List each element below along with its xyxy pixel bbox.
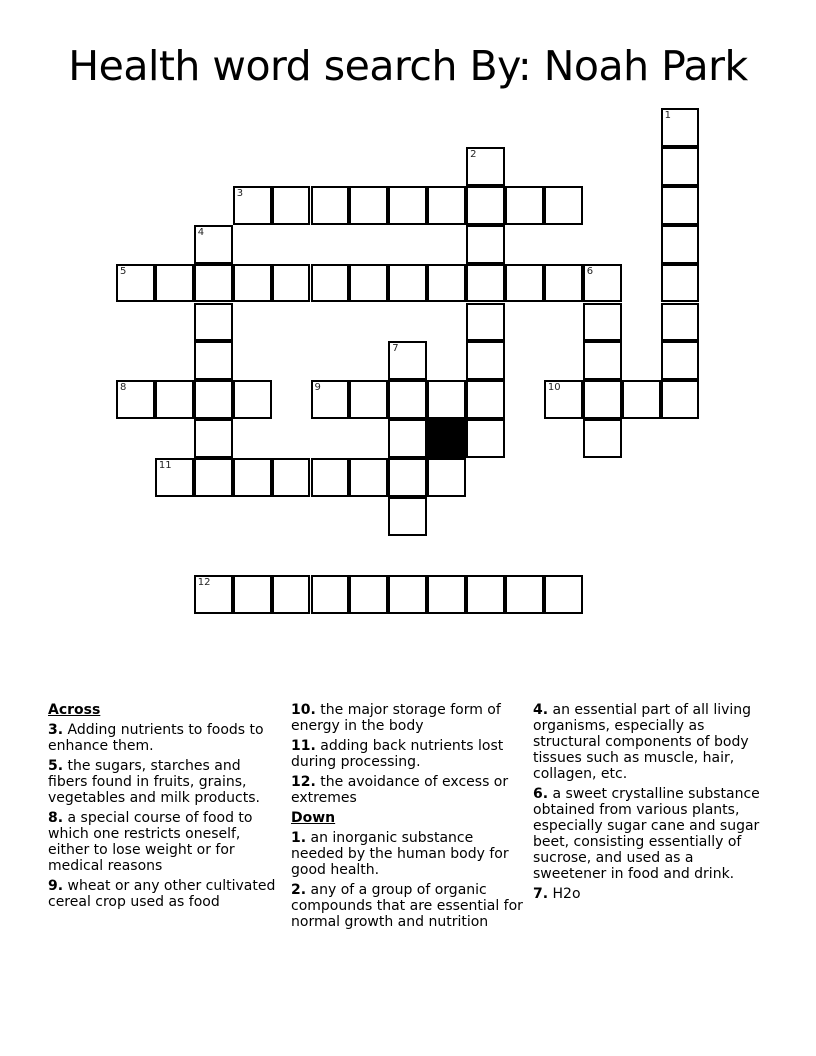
grid-cell[interactable] xyxy=(233,264,272,303)
clue-across-8 xyxy=(48,810,284,874)
clue-text: wheat or any other cultivated cereal crop used as food xyxy=(48,878,276,910)
grid-cell[interactable] xyxy=(661,108,700,147)
grid-cell[interactable] xyxy=(194,225,233,264)
grid-cell[interactable] xyxy=(661,341,700,380)
clue-text: the major storage form of energy in the body xyxy=(291,702,501,734)
clue-down-7 xyxy=(533,886,769,902)
grid-cell[interactable] xyxy=(272,264,311,303)
grid-cell[interactable] xyxy=(466,264,505,303)
grid-cell[interactable] xyxy=(505,186,544,225)
clue-across-10 xyxy=(291,702,527,734)
cell-number: 5 xyxy=(120,265,127,277)
grid-cell[interactable] xyxy=(388,458,427,497)
grid-cell[interactable] xyxy=(272,458,311,497)
clue-number: 9. xyxy=(48,878,64,894)
grid-cell[interactable] xyxy=(349,575,388,614)
grid-cell[interactable] xyxy=(349,186,388,225)
clue-down-2 xyxy=(291,882,527,930)
grid-cell[interactable] xyxy=(349,380,388,419)
grid-cell[interactable] xyxy=(388,341,427,380)
grid-cell[interactable] xyxy=(349,264,388,303)
grid-cell[interactable] xyxy=(661,380,700,419)
grid-cell[interactable] xyxy=(583,419,622,458)
grid-cell[interactable] xyxy=(427,380,466,419)
grid-cell[interactable] xyxy=(544,575,583,614)
grid-cell[interactable] xyxy=(427,575,466,614)
clue-text: H2o xyxy=(552,886,581,902)
clue-text: an inorganic substance needed by the human body for good health. xyxy=(291,830,509,878)
grid-cell[interactable] xyxy=(583,380,622,419)
grid-cell[interactable] xyxy=(311,186,350,225)
grid-cell[interactable] xyxy=(116,380,155,419)
clue-text: any of a group of organic compounds that are essential for normal growth and nutrition xyxy=(291,882,523,930)
clues-column-1 xyxy=(48,702,284,914)
grid-cell[interactable] xyxy=(388,264,427,303)
black-cell xyxy=(427,419,466,458)
page-title: Health word search By: Noah Park xyxy=(68,42,748,90)
cell-number: 4 xyxy=(197,226,205,238)
grid-cell[interactable] xyxy=(466,186,505,225)
grid-cell[interactable] xyxy=(388,419,427,458)
clue-text: adding back nutrients lost during processing. xyxy=(291,738,504,770)
grid-cell[interactable] xyxy=(155,264,194,303)
grid-cell[interactable] xyxy=(272,186,311,225)
cell-number: 10 xyxy=(547,382,561,394)
grid-cell[interactable] xyxy=(466,225,505,264)
grid-cell[interactable] xyxy=(427,458,466,497)
grid-cell[interactable] xyxy=(661,225,700,264)
grid-cell[interactable] xyxy=(466,575,505,614)
clue-number: 8. xyxy=(48,810,64,826)
grid-cell[interactable] xyxy=(194,458,233,497)
cell-number: 9 xyxy=(314,382,321,394)
clue-text: the avoidance of excess or extremes xyxy=(291,774,509,806)
grid-cell[interactable] xyxy=(661,303,700,342)
cell-number: 12 xyxy=(197,576,211,588)
grid-cell[interactable] xyxy=(116,264,155,303)
clue-text: a special course of food to which one restricts oneself, either to lose weight or for medical reasons xyxy=(48,810,253,874)
clue-number: 3. xyxy=(48,722,64,738)
grid-cell[interactable] xyxy=(233,380,272,419)
grid-cell[interactable] xyxy=(194,419,233,458)
grid-cell[interactable] xyxy=(583,303,622,342)
grid-cell[interactable] xyxy=(466,380,505,419)
clue-across-3 xyxy=(48,722,284,754)
across-heading: Across xyxy=(48,702,101,718)
clues-column-3 xyxy=(533,702,769,906)
grid-cell[interactable] xyxy=(661,147,700,186)
grid-cell[interactable] xyxy=(505,575,544,614)
grid-cell[interactable] xyxy=(233,186,272,225)
grid-cell[interactable] xyxy=(427,186,466,225)
clue-number: 4. xyxy=(533,702,549,718)
clue-number: 2. xyxy=(291,882,307,898)
grid-cell[interactable] xyxy=(311,458,350,497)
grid-cell[interactable] xyxy=(583,341,622,380)
clue-text: a sweet crystalline substance obtained from various plants, especially sugar cane and sugar beet, consisting essentially of sucrose, and used as a sweetener in food and drink. xyxy=(533,786,760,882)
clue-down-1 xyxy=(291,830,527,878)
grid-cell[interactable] xyxy=(544,186,583,225)
grid-cell[interactable] xyxy=(311,264,350,303)
grid-cell[interactable] xyxy=(466,147,505,186)
grid-cell[interactable] xyxy=(388,186,427,225)
grid-cell[interactable] xyxy=(233,575,272,614)
grid-cell[interactable] xyxy=(466,341,505,380)
down-heading: Down xyxy=(291,810,336,826)
grid-cell[interactable] xyxy=(544,264,583,303)
grid-cell[interactable] xyxy=(194,575,233,614)
grid-cell[interactable] xyxy=(661,186,700,225)
grid-cell[interactable] xyxy=(194,380,233,419)
clue-text: Adding nutrients to foods to enhance them. xyxy=(48,722,264,754)
grid-cell[interactable] xyxy=(194,264,233,303)
cell-number: 11 xyxy=(158,460,172,472)
grid-cell[interactable] xyxy=(272,575,311,614)
clue-number: 5. xyxy=(48,758,64,774)
grid-cell[interactable] xyxy=(466,419,505,458)
grid-cell[interactable] xyxy=(311,380,350,419)
grid-cell[interactable] xyxy=(661,264,700,303)
clue-number: 12. xyxy=(291,774,316,790)
clue-number: 11. xyxy=(291,738,316,754)
clue-down-4 xyxy=(533,702,769,782)
grid-cell[interactable] xyxy=(194,341,233,380)
clue-across-11 xyxy=(291,738,527,770)
grid-cell[interactable] xyxy=(466,303,505,342)
grid-cell[interactable] xyxy=(544,380,583,419)
clue-down-6 xyxy=(533,786,769,882)
grid-cell[interactable] xyxy=(311,575,350,614)
grid-cell[interactable] xyxy=(505,264,544,303)
grid-cell[interactable] xyxy=(349,458,388,497)
clue-number: 6. xyxy=(533,786,549,802)
grid-cell[interactable] xyxy=(583,264,622,303)
cell-number: 2 xyxy=(470,148,477,160)
clue-number: 7. xyxy=(533,886,549,902)
clue-across-5 xyxy=(48,758,284,806)
cell-number: 3 xyxy=(236,187,244,199)
grid-cell[interactable] xyxy=(622,380,661,419)
cell-number: 8 xyxy=(120,382,127,394)
clue-across-9 xyxy=(48,878,284,910)
grid-cell[interactable] xyxy=(388,575,427,614)
grid-cell[interactable] xyxy=(388,497,427,536)
cell-number: 1 xyxy=(664,110,671,121)
clue-text: an essential part of all living organisms, especially as structural components of body tissues such as muscle, hair, collagen, etc. xyxy=(533,702,752,782)
grid-cell[interactable] xyxy=(427,264,466,303)
grid-cell[interactable] xyxy=(155,458,194,497)
clue-text: the sugars, starches and fibers found in fruits, grains, vegetables and milk products. xyxy=(48,758,260,806)
grid-cell[interactable] xyxy=(194,303,233,342)
grid-cell[interactable] xyxy=(388,380,427,419)
cell-number: 7 xyxy=(392,343,399,355)
grid-cell[interactable] xyxy=(233,458,272,497)
clue-number: 10. xyxy=(291,702,316,718)
clues-column-2 xyxy=(291,702,527,934)
cell-number: 6 xyxy=(586,265,594,277)
clue-across-12 xyxy=(291,774,527,806)
grid-cell[interactable] xyxy=(155,380,194,419)
clue-number: 1. xyxy=(291,830,307,846)
